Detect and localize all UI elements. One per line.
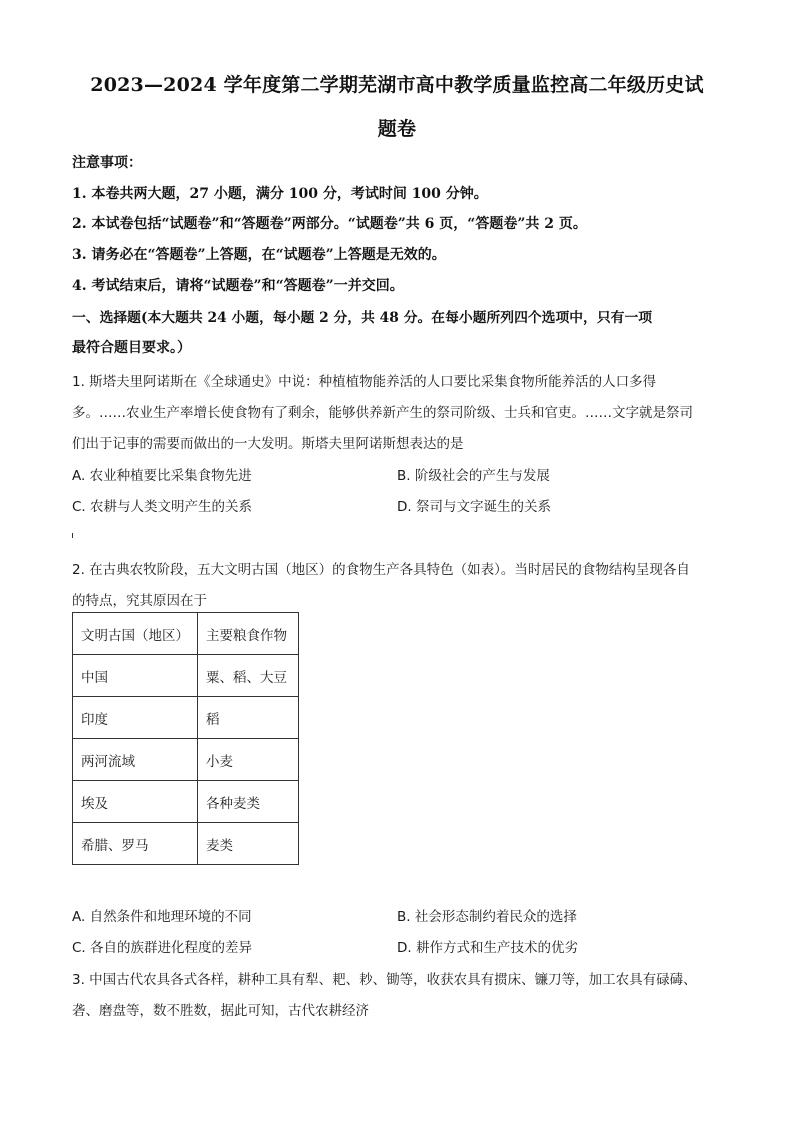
stray-mark xyxy=(72,533,73,538)
exam-title-line2: 题卷 xyxy=(377,118,417,140)
table-cell: 希腊、罗马 xyxy=(73,823,198,865)
notice-item-1: 1. 本卷共两大题，27 小题，满分 100 分，考试时间 100 分钟。 xyxy=(72,186,488,202)
notice-heading: 注意事项： xyxy=(72,155,142,171)
q2-stem-line1: 2. 在古典农牧阶段，五大文明古国（地区）的食物生产各具特色（如表）。当时居民的食物结构呈现各自 xyxy=(72,562,690,578)
notice-item-3: 3. 请务必在“答题卷”上答题，在“试题卷”上答题是无效的。 xyxy=(72,247,446,263)
table-row xyxy=(73,739,299,781)
table-row xyxy=(73,781,299,823)
q1-stem-line2: 多。……农业生产率增长使食物有了剩余，能够供养新产生的祭司阶级、士兵和官吏。……文字就是祭司 xyxy=(72,405,693,421)
q1-stem-line1: 1. 斯塔夫里阿诺斯在《全球通史》中说：种植植物能养活的人口要比采集食物所能养活的人口多得 xyxy=(72,374,657,390)
q1-option-b: B. 阶级社会的产生与发展 xyxy=(397,468,550,484)
table-row xyxy=(73,655,299,697)
table-header-cell: 主要粮食作物 xyxy=(198,613,299,655)
table-row xyxy=(73,697,299,739)
table-cell: 埃及 xyxy=(73,781,198,823)
q2-stem-line2: 的特点，究其原因在于 xyxy=(72,593,207,609)
q1-stem-line3: 们出于记事的需要而做出的一大发明。斯塔夫里阿诺斯想表达的是 xyxy=(72,436,464,452)
table-row xyxy=(73,823,299,865)
q1-option-c: C. 农耕与人类文明产生的关系 xyxy=(72,499,253,515)
table-cell: 麦类 xyxy=(198,823,299,865)
table-cell: 稻 xyxy=(198,697,299,739)
table-cell: 印度 xyxy=(73,697,198,739)
q1-option-d: D. 祭司与文字诞生的关系 xyxy=(397,499,551,515)
crops-table xyxy=(72,612,299,865)
section1-heading-line1: 一、选择题(本大题共 24 小题，每小题 2 分，共 48 分。在每小题所列四个选项中，只有一项 xyxy=(72,310,653,326)
table-header-row xyxy=(73,613,299,655)
table-cell: 两河流域 xyxy=(73,739,198,781)
table-cell: 小麦 xyxy=(198,739,299,781)
q2-option-d: D. 耕作方式和生产技术的优劣 xyxy=(397,940,578,956)
table-cell: 各种麦类 xyxy=(198,781,299,823)
q2-option-c: C. 各自的族群进化程度的差异 xyxy=(72,940,253,956)
exam-title-line1: 2023—2024 学年度第二学期芜湖市高中教学质量监控高二年级历史试 xyxy=(90,74,704,96)
table-cell: 中国 xyxy=(73,655,198,697)
q2-option-a: A. 自然条件和地理环境的不同 xyxy=(72,909,252,925)
q3-stem-line1: 3. 中国古代农具各式各样，耕种工具有犁、耙、耖、锄等，收获农具有掼床、镰刀等，加工农具有碌碡、 xyxy=(72,972,697,988)
q1-option-a: A. 农业种植要比采集食物先进 xyxy=(72,468,252,484)
notice-item-2: 2. 本试卷包括“试题卷”和“答题卷”两部分。“试题卷”共 6 页，“答题卷”共 2 页。 xyxy=(72,216,587,232)
table-header-cell: 文明古国（地区） xyxy=(73,613,198,655)
q2-option-b: B. 社会形态制约着民众的选择 xyxy=(397,909,577,925)
section1-heading-line2: 最符合题目要求。） xyxy=(72,340,191,356)
q3-stem-line2: 砻、磨盘等，数不胜数，据此可知，古代农耕经济 xyxy=(72,1003,369,1019)
table-cell: 粟、稻、大豆 xyxy=(198,655,299,697)
notice-item-4: 4. 考试结束后，请将“试题卷”和“答题卷”一并交回。 xyxy=(72,278,404,294)
